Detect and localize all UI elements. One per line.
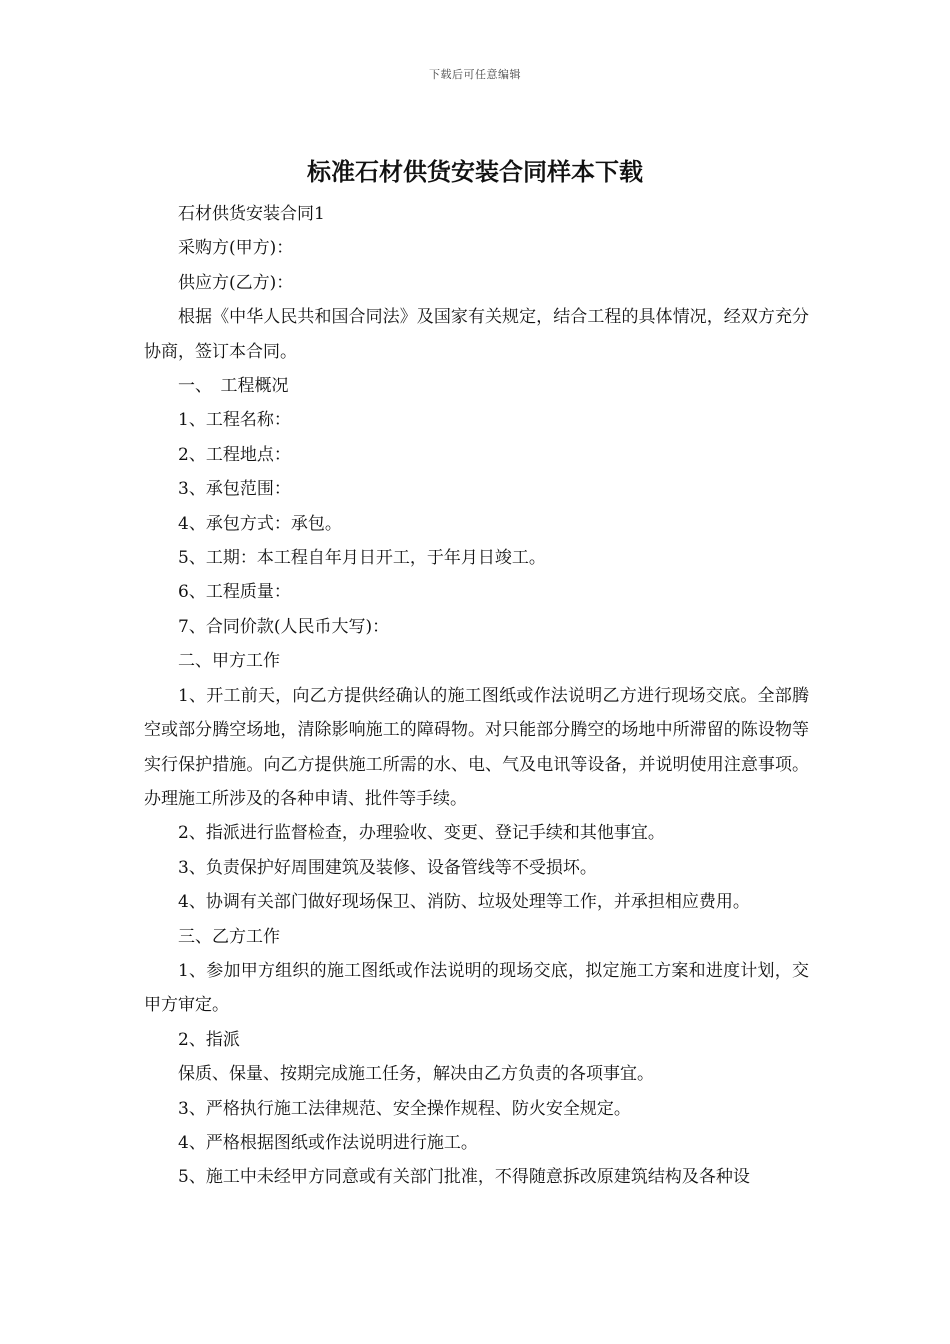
header-note: 下载后可任意编辑	[429, 68, 521, 81]
list-item: 5、工期：本工程自年月日开工，于年月日竣工。	[178, 548, 546, 569]
list-item: 1、工程名称：	[178, 410, 291, 431]
document-title: 标准石材供货安装合同样本下载	[307, 158, 643, 186]
list-item: 3、负责保护好周围建筑及装修、设备管线等不受损坏。	[178, 857, 597, 878]
list-item: 2、工程地点：	[178, 444, 291, 465]
paragraph-preamble: 根据《中华人民共和国合同法》及国家有关规定，结合工程的具体情况，经双方充分协商，签订本合同。	[144, 307, 809, 362]
list-item: 4、协调有关部门做好现场保卫、消防、垃圾处理等工作，并承担相应费用。	[178, 892, 750, 913]
list-item: 3、承包范围：	[178, 479, 291, 500]
section-heading-3: 三、乙方工作	[178, 926, 280, 947]
paragraph-party-a: 采购方(甲方)：	[178, 238, 294, 259]
section-heading-2: 二、甲方工作	[178, 651, 280, 672]
document-body	[144, 197, 809, 1195]
list-item: 1、参加甲方组织的施工图纸或作法说明的现场交底，拟定施工方案和进度计划，交甲方审定。	[144, 960, 809, 1016]
list-item: 6、工程质量：	[178, 582, 291, 603]
list-item: 4、承包方式：承包。	[178, 513, 342, 534]
list-item: 7、合同价款(人民币大写)：	[178, 616, 390, 637]
list-item: 2、指派	[178, 1029, 240, 1050]
list-item: 1、开工前天，向乙方提供经确认的施工图纸或作法说明乙方进行现场交底。全部腾空或部分腾空场地，清除影响施工的障碍物。对只能部分腾空的场地中所滞留的陈设物等实行保护措施。向乙方提供施工所需的水、电、气及电讯等设备，并说明使用注意事项。办理施工所涉及的各种申请、批件等手续。	[144, 685, 809, 809]
list-item: 3、严格执行施工法律规范、安全操作规程、防火安全规定。	[178, 1098, 631, 1119]
section-heading-1: 一、 工程概况	[178, 376, 289, 397]
list-item-continuation: 保质、保量、按期完成施工任务，解决由乙方负责的各项事宜。	[178, 1064, 654, 1085]
list-item: 2、指派进行监督检查，办理验收、变更、登记手续和其他事宜。	[178, 823, 665, 844]
paragraph-party-b: 供应方(乙方)：	[178, 272, 294, 293]
paragraph-contract-name: 石材供货安装合同1	[178, 204, 325, 224]
list-item: 5、施工中未经甲方同意或有关部门批准，不得随意拆改原建筑结构及各种设	[178, 1167, 750, 1188]
list-item: 4、严格根据图纸或作法说明进行施工。	[178, 1132, 478, 1153]
